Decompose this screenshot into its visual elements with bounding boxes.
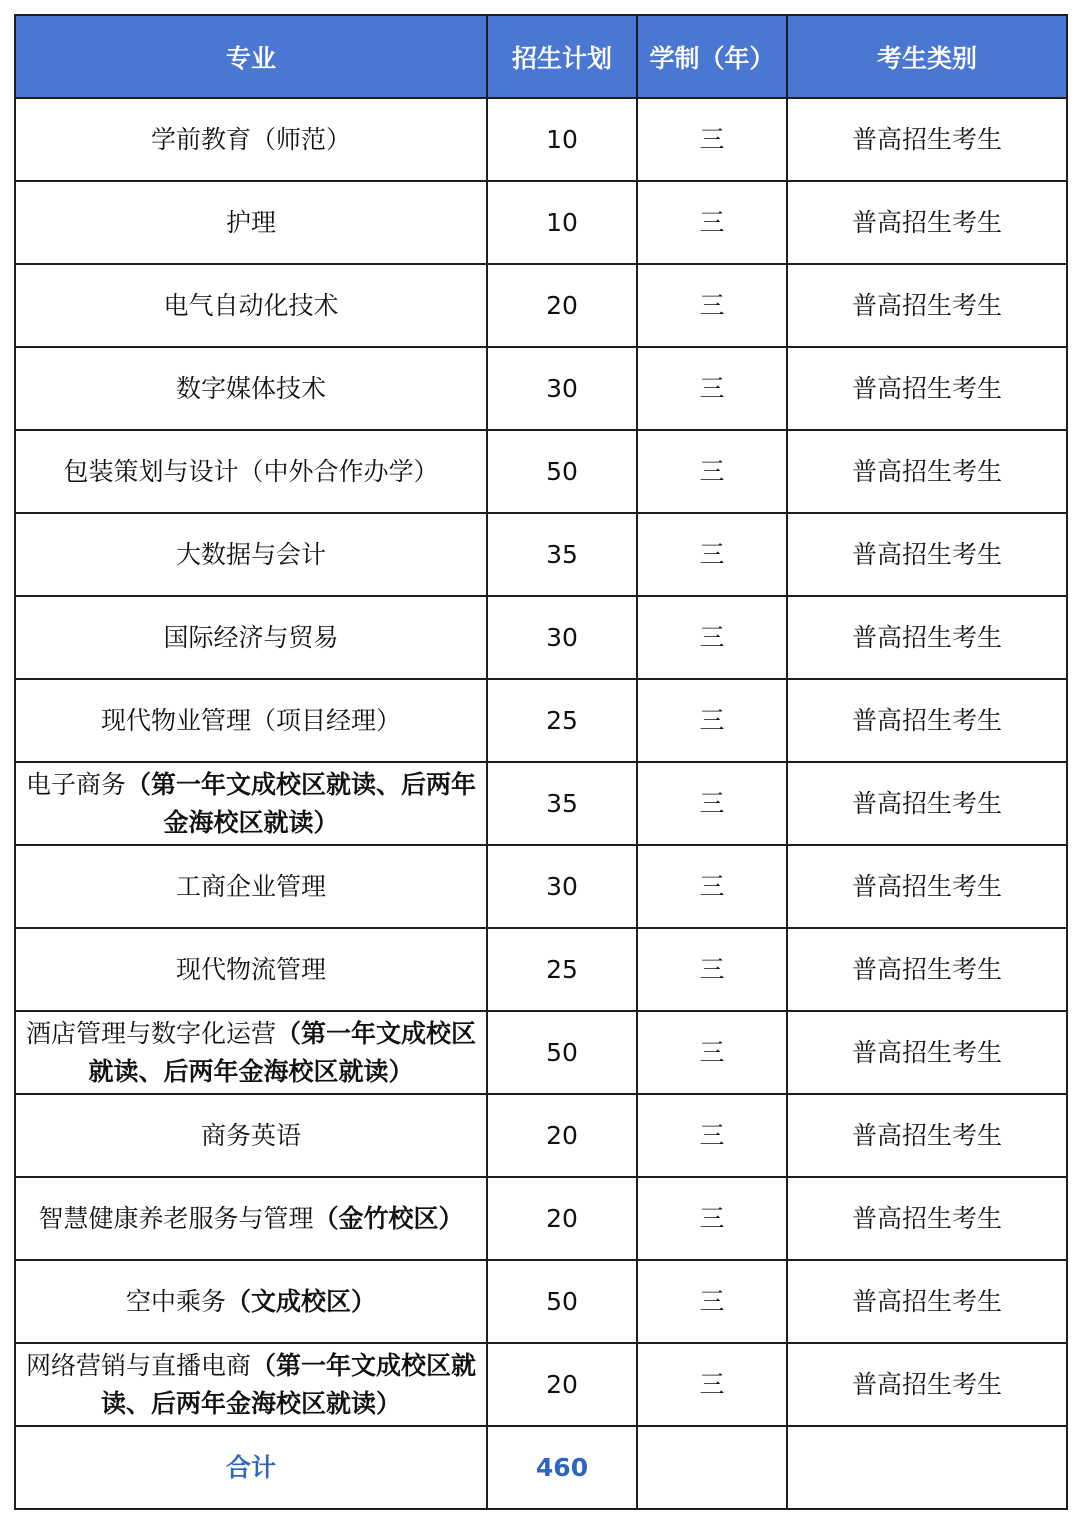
category-cell: 普高招生考生: [787, 1343, 1067, 1426]
major-name: 网络营销与直播电商: [25, 1350, 251, 1380]
total-category-empty: [787, 1426, 1067, 1509]
major-name: 包装策划与设计（中外合作办学）: [63, 456, 439, 486]
major-name: 国际经济与贸易: [163, 622, 339, 652]
header-major: 专业: [15, 15, 487, 98]
duration-cell: 三: [637, 98, 787, 181]
major-name: 护理: [225, 207, 276, 237]
table-row: [15, 596, 1067, 679]
plan-cell: 10: [487, 98, 637, 181]
plan-cell: 20: [487, 1343, 637, 1426]
plan-cell: 50: [487, 1011, 637, 1094]
table-row: [15, 1094, 1067, 1177]
major-cell: [15, 98, 487, 181]
major-cell: [15, 264, 487, 347]
category-cell: 普高招生考生: [787, 347, 1067, 430]
category-cell: 普高招生考生: [787, 845, 1067, 928]
major-cell: [15, 1011, 487, 1094]
category-cell: 普高招生考生: [787, 98, 1067, 181]
header-category: 考生类别: [787, 15, 1067, 98]
plan-cell: 25: [487, 679, 637, 762]
duration-cell: 三: [637, 928, 787, 1011]
major-name: 空中乘务: [125, 1286, 226, 1316]
plan-cell: 25: [487, 928, 637, 1011]
major-name: 学前教育（师范）: [150, 124, 351, 154]
major-cell: [15, 430, 487, 513]
table-body: [15, 98, 1067, 1509]
plan-cell: 30: [487, 845, 637, 928]
category-cell: 普高招生考生: [787, 596, 1067, 679]
plan-cell: 30: [487, 347, 637, 430]
table-row: [15, 264, 1067, 347]
plan-cell: 35: [487, 762, 637, 845]
major-cell: [15, 596, 487, 679]
header-plan: 招生计划: [487, 15, 637, 98]
major-note: （文成校区）: [226, 1286, 377, 1316]
duration-cell: 三: [637, 762, 787, 845]
plan-cell: 50: [487, 430, 637, 513]
category-cell: 普高招生考生: [787, 181, 1067, 264]
major-cell: [15, 1094, 487, 1177]
duration-cell: 三: [637, 1343, 787, 1426]
duration-cell: 三: [637, 845, 787, 928]
major-cell: [15, 679, 487, 762]
table-row: [15, 762, 1067, 845]
table-row: [15, 1343, 1067, 1426]
duration-cell: 三: [637, 1094, 787, 1177]
major-cell: [15, 928, 487, 1011]
table-row: [15, 1011, 1067, 1094]
duration-cell: 三: [637, 679, 787, 762]
table-row: [15, 513, 1067, 596]
table-row: [15, 181, 1067, 264]
major-note: （第一年文成校区就读、后两年金海校区就读）: [88, 1018, 477, 1086]
major-cell: [15, 1177, 487, 1260]
plan-cell: 20: [487, 264, 637, 347]
total-duration-empty: [637, 1426, 787, 1509]
duration-cell: 三: [637, 596, 787, 679]
duration-cell: 三: [637, 181, 787, 264]
table-row: [15, 1260, 1067, 1343]
duration-cell: 三: [637, 430, 787, 513]
total-row: [15, 1426, 1067, 1509]
table-row: [15, 98, 1067, 181]
table-header: [15, 15, 1067, 98]
major-cell: [15, 845, 487, 928]
category-cell: 普高招生考生: [787, 430, 1067, 513]
major-cell: [15, 347, 487, 430]
total-plan: 460: [487, 1426, 637, 1509]
plan-cell: 20: [487, 1177, 637, 1260]
plan-cell: 35: [487, 513, 637, 596]
major-cell: [15, 762, 487, 845]
header-row: [15, 15, 1067, 98]
table-row: [15, 347, 1067, 430]
category-cell: 普高招生考生: [787, 762, 1067, 845]
plan-cell: 10: [487, 181, 637, 264]
major-cell: [15, 513, 487, 596]
major-name: 商务英语: [200, 1120, 301, 1150]
duration-cell: 三: [637, 347, 787, 430]
enrollment-table: [14, 14, 1068, 1510]
major-name: 酒店管理与数字化运营: [25, 1018, 276, 1048]
category-cell: 普高招生考生: [787, 1177, 1067, 1260]
duration-cell: 三: [637, 1177, 787, 1260]
header-duration: 学制（年）: [637, 15, 787, 98]
duration-cell: 三: [637, 513, 787, 596]
table-row: [15, 430, 1067, 513]
category-cell: 普高招生考生: [787, 679, 1067, 762]
category-cell: 普高招生考生: [787, 264, 1067, 347]
major-cell: [15, 1260, 487, 1343]
plan-cell: 20: [487, 1094, 637, 1177]
category-cell: 普高招生考生: [787, 928, 1067, 1011]
plan-cell: 50: [487, 1260, 637, 1343]
major-name: 电子商务: [25, 769, 126, 799]
major-name: 现代物业管理（项目经理）: [100, 705, 401, 735]
category-cell: 普高招生考生: [787, 1260, 1067, 1343]
category-cell: 普高招生考生: [787, 513, 1067, 596]
table-row: [15, 1177, 1067, 1260]
major-name: 智慧健康养老服务与管理: [38, 1203, 314, 1233]
major-note: （第一年文成校区就读、后两年金海校区就读）: [100, 1350, 477, 1418]
duration-cell: 三: [637, 1260, 787, 1343]
table-row: [15, 679, 1067, 762]
major-name: 工商企业管理: [175, 871, 326, 901]
major-name: 电气自动化技术: [163, 290, 339, 320]
duration-cell: 三: [637, 264, 787, 347]
major-note: （第一年文成校区就读、后两年金海校区就读）: [126, 769, 477, 837]
table-row: [15, 845, 1067, 928]
duration-cell: 三: [637, 1011, 787, 1094]
category-cell: 普高招生考生: [787, 1094, 1067, 1177]
major-name: 现代物流管理: [175, 954, 326, 984]
table-row: [15, 928, 1067, 1011]
major-cell: [15, 1343, 487, 1426]
category-cell: 普高招生考生: [787, 1011, 1067, 1094]
total-label: 合计: [15, 1426, 487, 1509]
major-cell: [15, 181, 487, 264]
major-name: 大数据与会计: [175, 539, 326, 569]
major-note: （金竹校区）: [313, 1203, 464, 1233]
major-name: 数字媒体技术: [175, 373, 326, 403]
plan-cell: 30: [487, 596, 637, 679]
